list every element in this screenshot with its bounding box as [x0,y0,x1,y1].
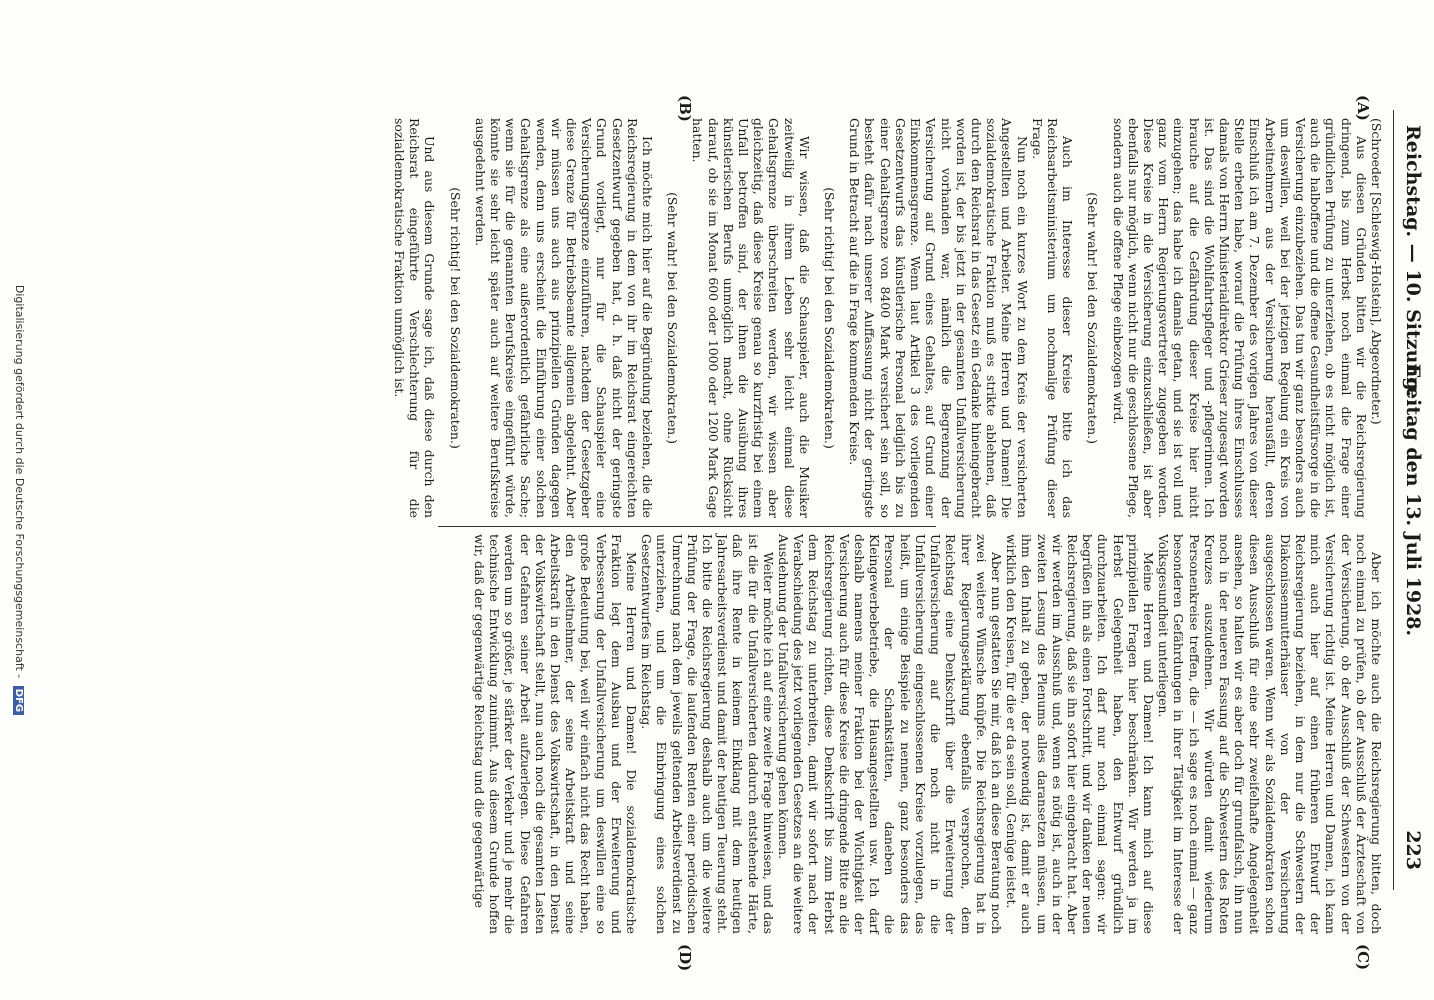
page-header [1398,0,1424,1000]
interjection: (Sehr richtig! bei den Sozialdemokraten.) [447,187,463,449]
column-divider [438,526,936,527]
header-left: Reichstag. — 10. Sitzung. [1402,125,1424,398]
margin-marker-c: (C) [1354,944,1372,971]
paragraph: Aber ich möchte auch die Reichsregierung bitten, doch noch einmal zu prüfen, ob der Ausschluß der Ärzteschaft von der Versicherung, ob der Ausschluß der Schwestern von der Versicherung richtig ist. Meine Herren und Damen, ich kann mich auch hier auf einen früheren Entwurf der Reichsregierung beziehen, in dem nur die Schwestern der Diakonissenmutterhäuser von der Versicherung ausgeschlossen waren. Wenn wir als Sozialdemokraten schon diesen Ausschluß für eine sehr zweifelhafte Angelegenheit ansehen, so halten wir es aber doch für grundfalsch, ihn nun noch in der neueren Fassung auf die Schwestern des Roten Kreuzes auszudehnen. Wir würden damit wiederum Personenkreise treffen, die — ich sage es noch einmal — ganz besonderen Gefährdungen in ihrer Tätigkeit im Interesse der Volksgesundheit unterliegen. [1156,534,1384,934]
margin-marker-d: (D) [676,944,694,972]
interjection: (Sehr richtig! bei den Sozialdemokraten.) [822,187,838,449]
paragraph: Aber nun gestatten Sie mir, daß ich an diese Beratung noch zwei weitere Wünsche knüpfe. Die Reichsregierung hat in ihrer Regierungserklärung ebenfalls versprochen, dem Reichstag eine Denkschrift über die Erweiterung der Unfallversicherung auf die noch nicht in die Unfallversicherung eingeschlossenen Kreise vorzulegen, das heißt, um einige Beispiele zu nennen, ganz besonders das Personal der Schankstätten, daneben die Kleingewerbebetriebe, die Hausangestellten usw. Ich darf deshalb namens meiner Fraktion bei der Wichtigkeit der Versicherung auch für diese Kreise die dringende Bitte an die Reichsregierung richten, diese Denkschrift bis zum Herbst dem Reichstag zu unterbreiten, damit wir sofort nach der Verabschiedung des jetzt vorliegenden Gesetzes an die weitere Ausdehnung der Unfallversicherung gehen können. [776,534,1004,934]
paragraph: Meine Herren und Damen! Ich kann mich auf diese prinzipiellen Fragen hier beschränken. Wir werden ja im Herbst Gelegenheit haben, den Entwurf gründlich durchzuarbeiten. Ich darf nur noch einmal sagen: wir begrüßen ihn als einen Fortschritt, und wir danken der neuen Reichsregierung, daß sie ihn sofort hier eingebracht hat. Aber wir werden im Ausschuß und, wenn es nötig ist, auch in der zweiten Lesung des Plenums alles daransetzen müssen, um ihm den Inhalt zu geben, der notwendig ist, damit er auch wirklich den Kreisen, für die er da sein soll, Genüge leistet. [1004,534,1156,934]
speaker-line: (Schroeder [Schleswig-Holstein], Abgeordneter.) [1369,118,1384,425]
page-number: 223 [1402,830,1424,870]
paragraph: Weiter möchte ich auf eine zweite Frage hinweisen, und das ist die für die Unfallversicherten dadurch entstehende Härte, daß ihre Rente in keinem Einklang mit dem heutigen Jahresarbeitsverdienst und damit der heutigen Teuerung steht. Ich bitte die Reichsregierung deshalb auch um die weitere Prüfung der Frage, die laufenden Renten einer periodischen Umrechnung nach dem jeweils geltenden Arbeitsverdienst zu unterziehen, und um die Einbringung eines solchen Gesetzentwurfes im Reichstag. [639,534,776,934]
left-column [392,118,1384,518]
dfg-logo: DFG [13,686,24,715]
paragraph: Und aus diesem Grunde sage ich, daß diese durch den Reichsrat eingeführte Verschlechterung für die sozialdemokratische Fraktion unmöglich ist. [392,118,438,518]
margin-marker-a: (A) [1354,95,1372,121]
right-column [436,534,1384,934]
header-date: Freitag den 13. Juli 1928. [1402,363,1424,637]
digitization-footer [2,0,26,1000]
paragraph: Nun noch ein kurzes Wort zu dem Kreis der versicherten Angestellten und Arbeiter. Meine Herren und Damen! Die sozialdemokratische Fraktion muß es strikte ablehnen, daß durch den Reichsrat in das Gesetz ein Gedanke hineingebracht worden ist, der bis jetzt in der gesamten Unfallversicherung nicht vorhanden war, nämlich die Begrenzung der Versicherung auf Grund eines Gehaltes, auf Grund einer Einkommensgrenze. Wenn laut Artikel 3 des vorliegenden Gesetzentwurfs das künstlerische Personal lediglich bis zu einer Gehaltsgrenze von 8400 Mark versichert sein soll, so besteht dafür nach unserer Auffassung nicht der geringste Grund in Betracht auf die in Frage kommenden Kreise. [847,118,1030,518]
paragraph: Auch im Interesse dieser Kreise bitte ich das Reichsarbeitsministerium um nochmalige Prüfung dieser Frage. [1029,118,1076,518]
paragraph: Aus diesen Gründen bitten wir die Reichsregierung dringend, bis zum Herbst noch einmal die Frage einer gründlichen Prüfung zu unterziehen, ob es nicht möglich ist, auch die halboffene und die offene Gesundheitsfürsorge in die Versicherung einzubeziehen. Das tun wir ganz besonders auch um deswillen, weil bei der jetzigen Regelung ein Kreis von Arbeitnehmern aus der Versicherung herausfällt, deren Einschluß ich am 7. Dezember des vorigen Jahres von dieser Stelle erbeten habe, worauf die Prüfung ihres Einschlusses damals von Herrn Ministerialdirektor Grieser zugesagt worden ist. Das sind die Wohlfahrtspfleger und -pflegerinnen. Ich brauche auf die Gefährdung dieser Kreise hier nicht einzugehen; das habe ich damals getan, und sie ist voll und ganz vom Herrn Regierungsvertreter zugegeben worden. Diese Kreise in die Versicherung einzuschließen, ist aber ebenfalls nur möglich, wenn nicht nur die geschlossene Pflege, sondern auch die offene Pflege einbezogen wird. [1110,118,1369,518]
interjection: (Sehr wahr! bei den Sozialdemokraten.) [665,192,681,444]
paragraph: Meine Herren und Damen! Die sozialdemokratische Fraktion legt dem Ausbau und der Erweiterung und Verbesserung der Unfallversicherung um deswillen eine so große Bedeutung bei, weil wir einfach nicht das Recht haben, den Arbeitnehmer, der seine Arbeitskraft und seine Arbeitskraft in den Dienst des Volkswirtschaft, in den Dienst der Volkswirtschaft stellt, nun auch noch die gesamten Lasten der Gefahren seiner Arbeit aufzuerlegen. Diese Gefahren werden um so größer, je stärker der Verkehr und je mehr die technische Entwicklung zunimmt. Aus diesem Grunde hoffen wir, daß der gegenwärtige Reichstag und die gegenwärtige [472,534,640,934]
header-rule [1393,110,1394,890]
paragraph: Ich möchte mich hier auf die Begründung beziehen, die die Reichsregierung in dem von ihr im Reichsrat eingereichten Gesetzentwurf gegeben hat, d. h. daß nicht der geringste Grund vorliegt, nur für die Schauspieler eine Versicherungsgrenze einzuführen, nachdem der Gesetzgeber diese Grenze für Betriebsbeamte allgemein abgelehnt. Aber wir müssen uns auch aus prinzipiellen Gründen dagegen wenden, denn uns erscheint die Einführung einer solchen Gehaltsgrenze als eine außerordentlich gefährliche Sache; wenn sie für die genannten Berufskreise eingeführt würde, könnte sie sehr leicht später auch auf weitere Berufskreise ausgedehnt werden. [472,118,656,518]
footer-text: Digitalisierung gefördert durch die Deutsche Forschungsgemeinschaft - [13,284,26,679]
paragraph: Wir wissen, daß die Schauspieler, auch die Musiker zeitweilig in ihrem Leben sehr leicht einmal diese Gehaltsgrenze überschreiten werden, wir wissen aber gleichzeitig, daß diese Kreise genau so kurzfristig bei einem Unfall betroffen sind, der ihnen die Ausübung ihres künstlerischen Berufs unmöglich macht, ohne Rücksicht darauf, ob sie im Monat 600 oder 1000 oder 1200 Mark Gage hatten. [690,118,812,518]
margin-marker-b: (B) [676,95,694,122]
interjection: (Sehr wahr! bei den Sozialdemokraten.) [1085,192,1101,444]
